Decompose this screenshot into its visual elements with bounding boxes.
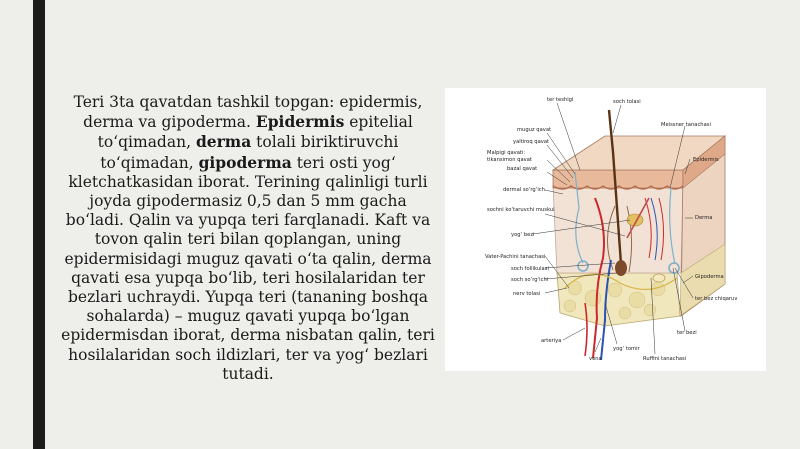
text-part-3: tolali biriktiruvchi to‘qimadan, [100, 133, 399, 172]
term-epidermis: Epidermis [255, 112, 345, 132]
term-gipoderma: gipoderma [198, 152, 292, 172]
text-part-4: teri osti yog‘ kletchatkasidan iborat. Terining qalinligi turli joyda gipodermasiz 0,5 dan 5 mm gacha bo‘ladi. Qalin va yupqa teri farqlanadi. Kaft va tovon qalin teri bilan qoplangan, uning epidermisidagi muguz qavati o‘ta qalin, derma qavati esa yupqa bo‘lib, teri hosilalaridan ter bezlari uchraydi. Yupqa teri (tananing boshqa sohalarda) – muguz qavati yupqa bo‘lgan epidermisdan iborat, derma nisbatan qalin, teri hosilalaridan soch ildizlari, ter va yog‘ bezlari tutadi. [61, 153, 435, 383]
label-yog-tomir: yog‘ tomir [613, 346, 640, 352]
left-accent-bar [33, 0, 45, 449]
term-derma: derma [195, 132, 252, 152]
label-soch-muskuli: sochni ko‘taruvchi muskul [487, 207, 555, 213]
label-yog-bezi: yog‘ bezi [511, 232, 535, 238]
label-derma: Derma [695, 215, 713, 221]
label-epidermis: Epidermis [693, 157, 719, 163]
label-yaltiroq-qavat: yaltiroq qavat [513, 139, 550, 145]
label-vater-pachini: Vater-Pachini tanachasi [485, 254, 546, 260]
label-ter-bezi: ter bezi [677, 330, 697, 336]
label-ruffini: Ruffini tanachasi [643, 356, 687, 362]
label-bazal-qavat: bazal qavat [507, 166, 538, 172]
label-ter-bez-chiqaruv: ter bez chiqaruv [695, 296, 738, 302]
text-part-2: epitelial to‘qimadan, [97, 113, 413, 152]
skin-block [553, 110, 725, 360]
label-ter-teshigi: ter teshigi [547, 97, 574, 103]
label-meissner: Meissner tanachasi [661, 122, 711, 128]
label-malpigi-qavati: Malpigi qavati: [487, 150, 526, 156]
label-soch-follikulasi: soch follikulasi [511, 266, 549, 272]
label-dermal-sorgich: dermal so‘rg‘ich [503, 187, 545, 193]
label-tikansimon-qavat: tikansimon qavat [487, 157, 532, 163]
label-arteriya: arteriya [541, 338, 562, 344]
skin-diagram [445, 88, 766, 371]
body-text [58, 93, 438, 384]
label-vena: vena [589, 356, 602, 362]
label-soch-sorgichi: soch so‘rg‘ichi [511, 277, 549, 283]
label-gipoderma: Gipoderma [695, 274, 724, 280]
skin-diagram-svg [445, 88, 766, 371]
label-muguz-qavat: muguz qavat [517, 127, 552, 133]
label-nerv-tolasi: nerv tolasi [513, 291, 541, 297]
label-soch-tolasi: soch tolasi [613, 99, 641, 105]
text-part-1: Teri 3ta qavatdan tashkil topgan: epidermis, derma va gipoderma. [73, 93, 423, 132]
